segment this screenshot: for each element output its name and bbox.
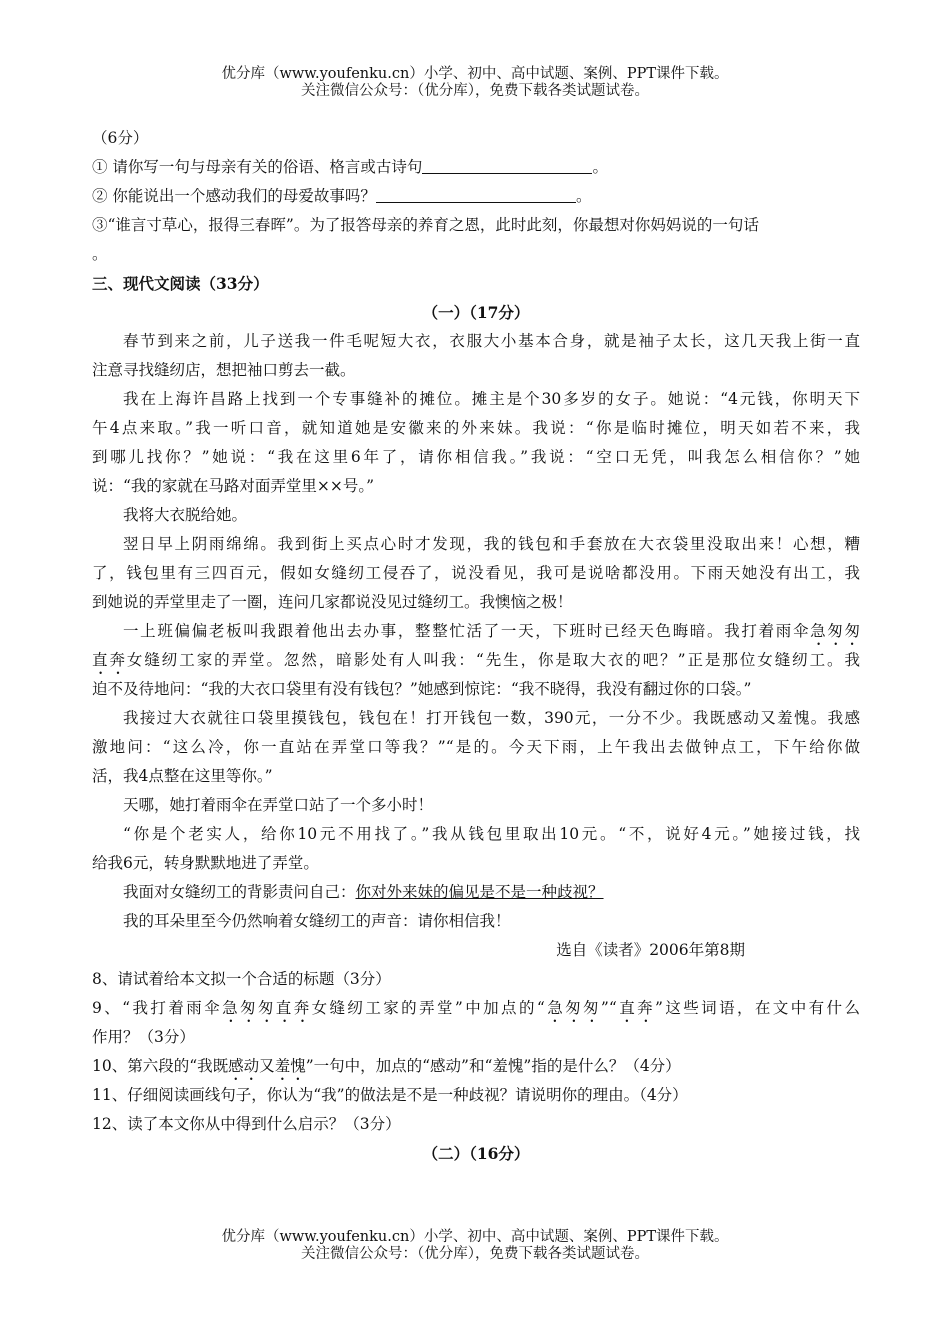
q1-text: ① 请你写一句与母亲有关的俗语、格言或古诗句 [92,158,423,176]
section3-title: 三、现代文阅读（33分） [92,274,269,293]
p5-dotted-word-2: 直奔 [92,651,127,669]
q9-text-d: ”这些词语，在文中有什么 [655,999,860,1017]
p5-line1-text: 一上班偏偏老板叫我跟着他出去办事，整整忙活了一天，下班时已经天色晦暗。我打着雨伞 [123,622,811,640]
p5-line2-text: 女缝纫工家的弄堂。忽然，暗影处有人叫我：“先生，你是取大衣的吧？”正是那位女缝纫工。我 [126,651,860,669]
passage-p5-line2 [92,646,860,675]
q10-dotted-2: 羞愧 [274,1057,306,1075]
passage-p8-line2: 给我6元，转身默默地进了弄堂。 [92,854,319,872]
question-11: 11、仔细阅读画线句子，你认为“我”的做法是不是一种歧视？请说明你的理由。（4分） [92,1086,688,1104]
passage-source: 选自《读者》2006年第8期 [556,941,745,959]
part2-question-2 [92,182,860,211]
q9-text-c: ”“ [600,999,617,1017]
passage-p6-line3: 活，我4点整在这里等你。” [92,767,273,785]
part2-score: （6分） [92,129,149,147]
q10-text-a: 10、第六段的“我既 [92,1057,229,1075]
passage-p1-line1: 春节到来之前，儿子送我一件毛呢短大衣，衣服大小基本合身，就是袖子太长，这几天我上街一直 [123,332,860,350]
passage-p4-line2: 了，钱包里有三四百元，假如女缝纫工侵吞了，说没看见，我可是说啥都没用。下雨天她没有出工，我 [92,564,860,582]
q2-text: ② 你能说出一个感动我们的母爱故事吗？ [92,187,376,205]
q10-dotted-1: 感动 [228,1057,260,1075]
p9-text: 我面对女缝纫工的背影责问自己： [123,883,356,901]
q10-text-c: ”一句中，加点的“感动”和“羞愧”指的是什么？（4分） [305,1057,681,1075]
passage-p8-line1: “你是个老实人，给你10元不用找了。”我从钱包里取出10元。“不，说好4元。”她接过钱，找 [123,825,860,843]
q2-end: 。 [575,187,592,205]
footer-line-1: 优分库（www.youfenku.cn）小学、初中、高中试题、案例、PPT课件下载。 [221,1229,729,1245]
question-9-line2: 作用？（3分） [92,1028,195,1046]
passage-p1-line2: 注意寻找缝纫店，想把袖口剪去一截。 [92,361,356,379]
passage-p7: 天哪，她打着雨伞在弄堂口站了一个多小时！ [123,796,434,814]
underlined-sentence: 你对外来妹的偏见是不是一种歧视？ [355,883,604,901]
passage-p2-line1: 我在上海许昌路上找到一个专事缝补的摊位。摊主是个30多岁的女子。她说：“4元钱，你明天下 [123,390,860,408]
part2-question-1 [92,153,860,182]
passage-p6-line2: 激地问：“这么冷，你一直站在弄堂口等我？”“是的。今天下雨，上午我出去做钟点工，下午给你做 [92,738,860,756]
page-footer [0,1229,950,1263]
question-10 [92,1052,860,1081]
q9-text-a: 9、“我打着雨伞 [92,999,223,1017]
subsection-2-title: （二）（16分） [422,1144,530,1163]
q9-text-b: 女缝纫工家的弄堂”中加点的“ [311,999,545,1017]
header-line-1: 优分库（www.youfenku.cn）小学、初中、高中试题、案例、PPT课件下载。 [221,66,729,82]
header-line-2: 关注微信公众号：（优分库），免费下载各类试题试卷。 [301,83,649,99]
question-12: 12、读了本文你从中得到什么启示？（3分） [92,1115,401,1133]
passage-p3: 我将大衣脱给她。 [123,506,248,524]
passage-p4-line1: 翌日早上阴雨绵绵。我到街上买点心时才发现，我的钱包和手套放在大衣袋里没取出来！心想，糟 [123,535,860,553]
subsection-1-title: （一）（17分） [422,303,530,322]
passage-p2-line3: 到哪儿找你？”她说：“我在这里6年了，请你相信我。”我说：“空口无凭，叫我怎么相信你？”她 [92,448,860,466]
q9-dotted-1: 急匆匆直奔 [222,999,312,1017]
page-header [0,66,950,100]
question-9-line1 [92,994,860,1023]
question-8: 8、请试着给本文拟一个合适的标题（3分） [92,970,391,988]
part2-question-3: ③“谁言寸草心，报得三春晖”。为了报答母亲的养育之恩，此时此刻，你最想对你妈妈说的一句话 [92,216,759,234]
p5-dotted-word-1: 急匆匆 [810,622,860,640]
q1-answer-blank [422,157,592,174]
passage-p2-line4: 说：“我的家就在马路对面弄堂里××号。” [92,477,375,495]
part2-question-3-end: 。 [92,245,108,263]
q1-end: 。 [592,158,608,176]
passage-p6-line1: 我接过大衣就往口袋里摸钱包，钱包在！打开钱包一数，390元，一分不少。我既感动又羞愧。我感 [123,709,860,727]
passage-p5-line3: 迫不及待地问：“我的大衣口袋里有没有钱包？”她感到惊诧：“我不晓得，我没有翻过你的口袋。” [92,680,752,698]
passage-p10: 我的耳朵里至今仍然响着女缝纫工的声音：请你相信我！ [123,912,511,930]
passage-p5-line1 [92,617,860,646]
q9-dotted-3: 直奔 [616,999,656,1017]
q2-answer-blank [376,186,576,203]
q9-dotted-2: 急匆匆 [544,999,601,1017]
passage-p2-line2: 午4点来取。”我一听口音，就知道她是安徽来的外来妹。我说：“你是临时摊位，明天如若不来，我 [92,419,860,437]
q10-text-b: 又 [259,1057,275,1075]
passage-p9 [92,878,860,907]
passage-p4-line3: 到她说的弄堂里走了一圈，连问几家都说没见过缝纫工。我懊恼之极！ [92,593,573,611]
page-content [92,124,860,1168]
footer-line-2: 关注微信公众号：（优分库），免费下载各类试题试卷。 [301,1246,649,1262]
